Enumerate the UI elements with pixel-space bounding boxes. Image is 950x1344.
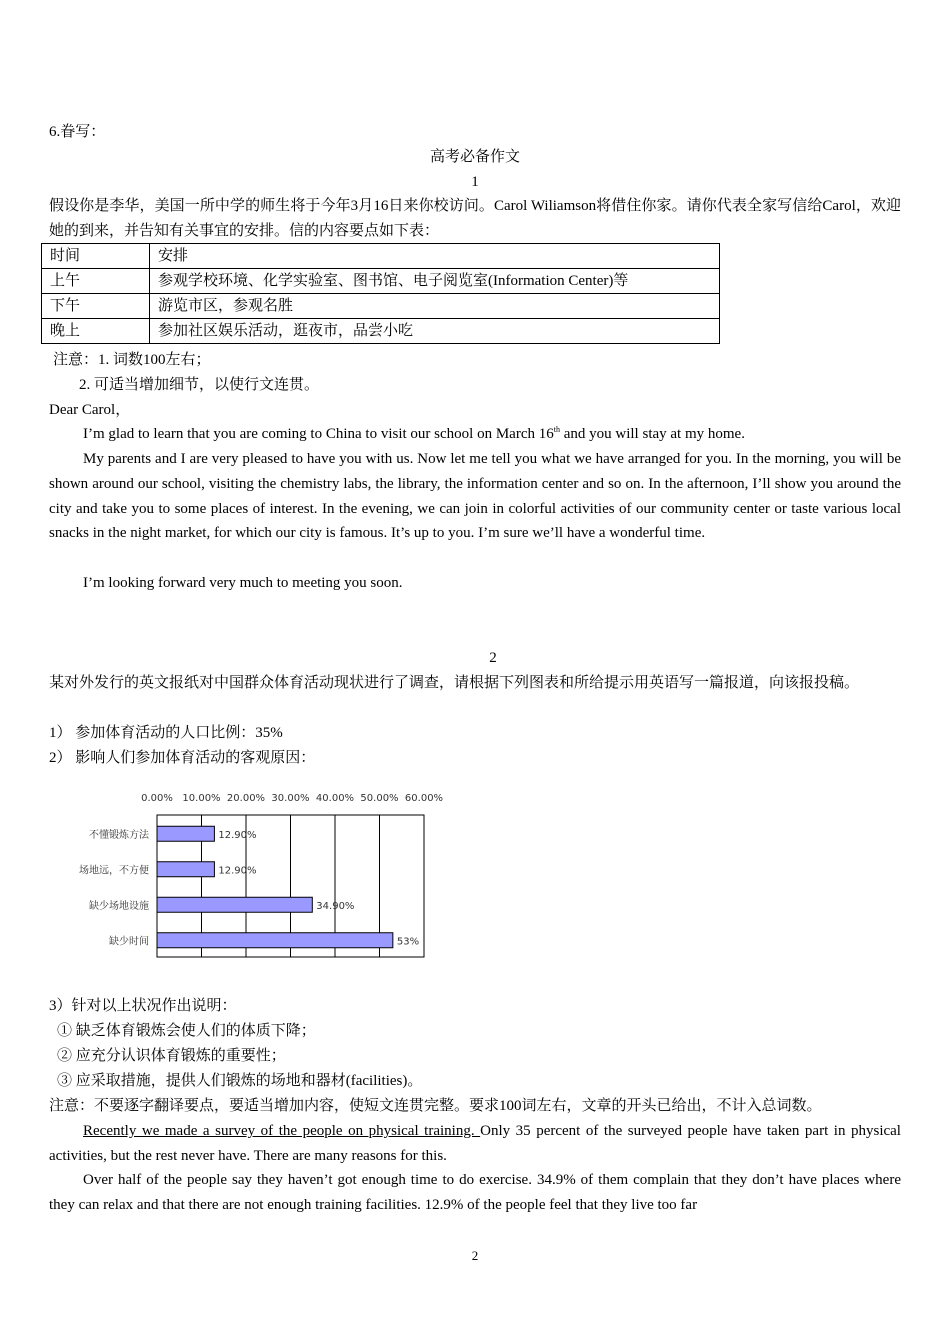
table-cell: 晚上 <box>42 319 150 344</box>
table-row <box>42 319 720 344</box>
chart-x-tick-label: 40.00% <box>315 793 355 804</box>
schedule-table <box>41 243 720 344</box>
essay2-subpoint-1: ① 缺乏体育锻炼会使人们的体质下降； <box>57 1023 316 1039</box>
essay2-point-3: 3）针对以上状况作出说明： <box>49 998 237 1014</box>
chart-x-tick-label: 20.00% <box>226 793 266 804</box>
letter-p1-text-end: and you will stay at my home. <box>559 426 745 442</box>
chart-x-tick-label: 50.00% <box>360 793 399 804</box>
chart-bar <box>157 826 214 841</box>
table-header-row <box>42 244 720 269</box>
table-cell: 上午 <box>42 269 150 294</box>
essay2-paragraph-1 <box>49 1119 901 1169</box>
chart-x-tick-label: 60.00% <box>404 793 444 804</box>
table-header-cell: 时间 <box>42 244 150 269</box>
table-row <box>42 269 720 294</box>
essay2-subpoint-3: ③ 应采取措施，提供人们锻炼的场地和器材(facilities)。 <box>57 1073 423 1089</box>
chart-data-label: 12.90% <box>218 829 257 841</box>
ordinal-superscript: th <box>553 425 560 434</box>
essay2-point-1: 1） 参加体育活动的人口比例：35% <box>49 725 283 741</box>
chart-labels <box>79 793 443 947</box>
chart-bar <box>157 897 312 912</box>
chart-x-tick-label: 30.00% <box>271 793 310 804</box>
letter-paragraph-3: I’m looking forward very much to meeting you soon. <box>83 575 403 591</box>
chart-bar <box>157 933 393 948</box>
table-cell: 游览市区，参观名胜 <box>150 294 720 319</box>
page-number: 2 <box>471 1248 479 1263</box>
essay2-prompt: 某对外发行的英文报纸对中国群众体育活动现状进行了调查，请根据下列图表和所给提示用英语写一篇报道，向该报投稿。 <box>49 675 860 691</box>
letter-paragraph-1 <box>49 422 901 447</box>
essay2-number: 2 <box>489 650 497 666</box>
essay2-note: 注意：不要逐字翻译要点，要适当增加内容，使短文连贯完整。要求100词左右，文章的开头已给出，不计入总词数。 <box>49 1098 822 1114</box>
document-title: 高考必备作文 <box>429 149 520 165</box>
reasons-bar-chart <box>55 780 455 965</box>
chart-category-label: 缺少场地设施 <box>89 900 149 912</box>
essay2-paragraph-2: Over half of the people say they haven’t got enough time to do exercise. 34.9% of them complain that they don’t have places where they can relax and that there are not enough training facilities. 12.9% of the people feel that they live too far <box>49 1172 901 1213</box>
letter-salutation: Dear Carol， <box>49 402 131 418</box>
essay2-point-2: 2） 影响人们参加体育活动的客观原因： <box>49 750 316 766</box>
section-heading: 6.眷写： <box>49 124 106 140</box>
chart-data-label: 34.90% <box>316 900 355 912</box>
table-cell: 参加社区娱乐活动，逛夜市，品尝小吃 <box>150 319 720 344</box>
chart-category-label: 缺少时间 <box>109 936 149 948</box>
table-cell: 下午 <box>42 294 150 319</box>
table-header-cell: 安排 <box>150 244 720 269</box>
essay1-number: 1 <box>471 174 479 190</box>
table-cell: 参观学校环境、化学实验室、图书馆、电子阅览室(Information Center)等 <box>150 269 720 294</box>
essay2-p1-text: Only 35 percent of the surveyed people have taken part in physical activities, but the rest never have. There are many reasons for this. <box>49 1123 901 1164</box>
chart-data-label: 12.90% <box>218 865 257 877</box>
essay1-note-1: 注意：1. 词数100左右； <box>53 352 211 368</box>
chart-bar <box>157 862 214 877</box>
letter-p1-text: I’m glad to learn that you are coming to China to visit our school on March 16 <box>83 426 554 442</box>
chart-category-label: 不懂锻炼方法 <box>89 829 149 841</box>
essay1-note-2: 2. 可适当增加细节，以使行文连贯。 <box>79 377 320 393</box>
chart-x-tick-label: 0.00% <box>141 793 173 804</box>
essay2-subpoint-2: ② 应充分认识体育锻炼的重要性； <box>57 1048 286 1064</box>
chart-data-label: 53% <box>396 936 420 948</box>
table-row <box>42 294 720 319</box>
essay2-opening-sentence: Recently we made a survey of the people on physical training. <box>83 1123 481 1139</box>
essay1-prompt: 假设你是李华，美国一所中学的师生将于今年3月16日来你校访问。Carol Wiliamson将借住你家。请你代表全家写信给Carol，欢迎她的到来，并告知有关事宜的安排。信的内容要点如下表： <box>49 198 901 239</box>
chart-bars <box>157 826 393 948</box>
chart-category-label: 场地远，不方便 <box>79 865 149 877</box>
letter-paragraph-2: My parents and I are very pleased to have you with us. Now let me tell you what we have arranged for you. In the morning, you will be shown around our school, visiting the chemistry labs, the library, the information center and so on. In the afternoon, I’ll show you around the city and take you to some places of interest. In the evening, we can join in colorful activities of our community center or taste various local snacks in the night market, for which our city is famous. It’s up to you. I’m sure we’ll have a wonderful time. <box>49 451 901 542</box>
chart-x-tick-label: 10.00% <box>182 793 221 804</box>
